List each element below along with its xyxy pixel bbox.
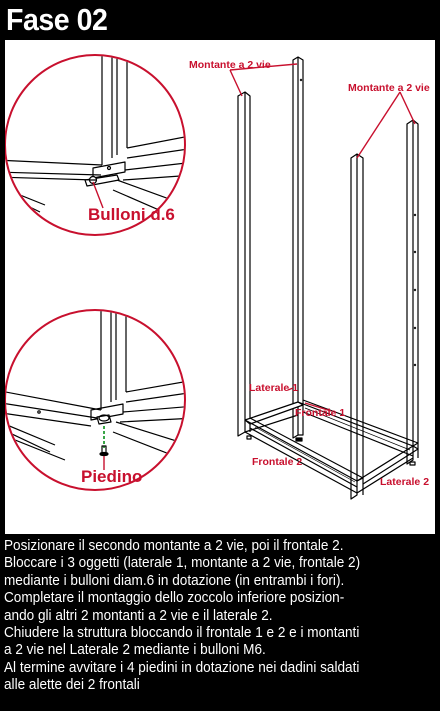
label-montante-right: Montante a 2 vie xyxy=(348,82,430,94)
instructions-text xyxy=(4,538,437,695)
page-title: Fase 02 xyxy=(6,2,108,37)
instruction-line: Chiudere la struttura bloccando il frontale 1 e 2 e i montanti xyxy=(4,625,360,642)
label-laterale-2: Laterale 2 xyxy=(380,476,430,488)
label-frontale-1: Frontale 1 xyxy=(295,407,346,419)
label-bulloni: Bulloni d.6 xyxy=(88,205,175,224)
label-frontale-2: Frontale 2 xyxy=(252,456,303,468)
instruction-line: mediante i bulloni diam.6 in dotazione (in entrambi i fori). xyxy=(4,572,345,589)
instruction-line: alle alette dei 2 frontali xyxy=(4,677,140,694)
instruction-line: Al termine avvitare i 4 piedini in dotazione nei dadini saldati xyxy=(4,659,360,676)
foot-detail-circle xyxy=(5,310,205,490)
instruction-line: a 2 vie nel Laterale 2 mediante i bulloni M6. xyxy=(4,642,266,659)
frame-drawing xyxy=(238,57,418,499)
instruction-line: Bloccare i 3 oggetti (laterale 1, montante a 2 vie, frontale 2) xyxy=(4,555,361,572)
header xyxy=(0,0,440,40)
assembly-diagram xyxy=(5,40,435,534)
leader-lines xyxy=(93,64,415,470)
instruction-line: Posizionare il secondo montante a 2 vie, poi il frontale 2. xyxy=(4,538,344,554)
label-laterale-1: Laterale 1 xyxy=(249,382,299,394)
instruction-line: ando gli altri 2 montanti a 2 vie e il laterale 2. xyxy=(4,607,273,624)
label-montante-left: Montante a 2 vie xyxy=(189,59,271,71)
label-piedino: Piedino xyxy=(81,467,143,486)
instruction-line: Completare il montaggio dello zoccolo inferiore posizion- xyxy=(4,590,345,607)
illustration-panel xyxy=(5,40,435,534)
